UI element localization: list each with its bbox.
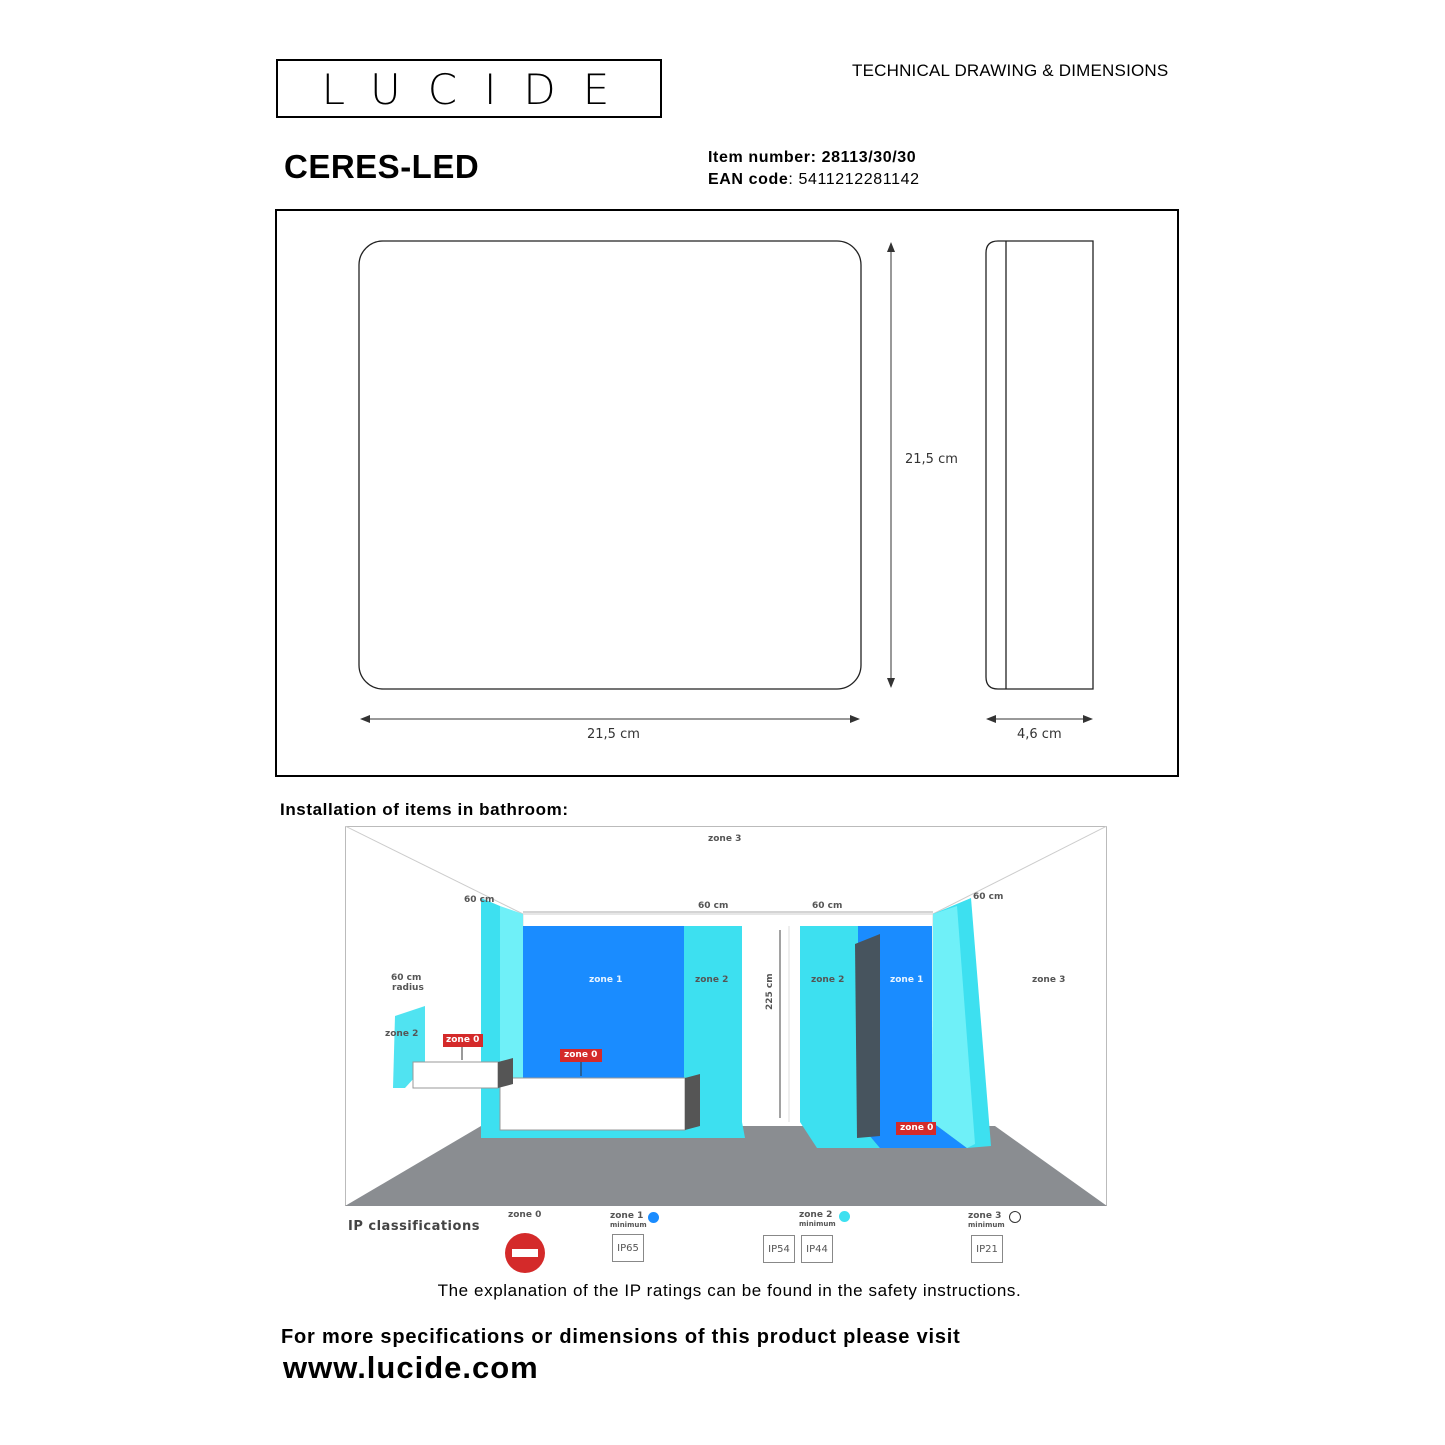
item-number-label: Item number: xyxy=(708,149,817,166)
ean-code-label: EAN code xyxy=(708,171,789,188)
product-name: CERES-LED xyxy=(284,148,480,185)
technical-drawing-frame xyxy=(275,209,1179,777)
cyan-dot-icon xyxy=(839,1211,850,1222)
brand-logo-text: LUCIDE xyxy=(321,65,637,114)
front-view-outline xyxy=(359,241,861,689)
empty-dot-icon xyxy=(1009,1211,1021,1223)
brand-logo xyxy=(276,59,662,118)
ip-zone2-label: zone 2 minimum xyxy=(799,1210,836,1228)
ip65-box: IP65 xyxy=(612,1234,644,1262)
sink xyxy=(413,1062,498,1088)
website-link[interactable]: www.lucide.com xyxy=(283,1350,539,1385)
height-225-label: 225 cm xyxy=(765,973,775,1010)
ean-code xyxy=(708,171,920,189)
zone2-shower-side xyxy=(800,926,858,1122)
ip44-box: IP44 xyxy=(801,1235,833,1263)
blue-dot-icon xyxy=(648,1212,659,1223)
zone2-mid-right-label: zone 2 xyxy=(811,975,845,985)
item-number-value: 28113/30/30 xyxy=(816,149,917,166)
ean-code-value: : 5411212281142 xyxy=(788,171,920,188)
ip-zone3-label: zone 3 minimum xyxy=(968,1211,1005,1229)
dim-60-mid-right: 60 cm xyxy=(812,901,843,911)
zone1-left-label: zone 1 xyxy=(589,975,623,985)
zone1-right-label: zone 1 xyxy=(890,975,924,985)
zone3-top-label: zone 3 xyxy=(708,834,742,844)
ip-zone0-label: zone 0 xyxy=(508,1210,542,1220)
depth-label: 4,6 cm xyxy=(1017,727,1062,742)
ip-zone1-label: zone 1 minimum xyxy=(610,1211,647,1229)
zone0-sink-label: zone 0 xyxy=(446,1035,480,1045)
dim-60-left: 60 cm xyxy=(464,895,495,905)
document-type: TECHNICAL DRAWING & DIMENSIONS xyxy=(852,61,1169,80)
zone0-shower-label: zone 0 xyxy=(900,1123,934,1133)
zone0-bath-label: zone 0 xyxy=(564,1050,598,1060)
shower-glass-panel xyxy=(855,934,880,1138)
bathtub xyxy=(500,1078,685,1130)
ip-classifications-title: IP classifications xyxy=(348,1219,480,1234)
radius-label-a: 60 cm xyxy=(391,973,422,983)
height-label: 21,5 cm xyxy=(905,452,958,467)
bathroom-illustration xyxy=(345,826,1107,1206)
zone2-mid-left-label: zone 2 xyxy=(695,975,729,985)
zone3-right-label: zone 3 xyxy=(1032,975,1066,985)
dim-60-right: 60 cm xyxy=(973,892,1004,902)
no-entry-icon xyxy=(503,1231,547,1275)
bathroom-zones-diagram xyxy=(345,826,1107,1206)
bathroom-section-title: Installation of items in bathroom: xyxy=(280,800,569,819)
ip-explanation-note: The explanation of the IP ratings can be found in the safety instructions. xyxy=(437,1281,1022,1300)
side-view-outline xyxy=(986,241,1093,689)
ip54-box: IP54 xyxy=(763,1235,795,1263)
technical-drawing xyxy=(277,211,1177,775)
left-zone2-strip xyxy=(481,898,500,1138)
ip21-box: IP21 xyxy=(971,1235,1003,1263)
radius-label-b: radius xyxy=(392,983,424,993)
more-info-text: For more specifications or dimensions of this product please visit xyxy=(281,1326,961,1348)
item-number xyxy=(708,149,916,167)
dim-60-mid-left: 60 cm xyxy=(698,901,729,911)
zone2-sink-label: zone 2 xyxy=(385,1029,419,1039)
width-label: 21,5 cm xyxy=(587,727,640,742)
